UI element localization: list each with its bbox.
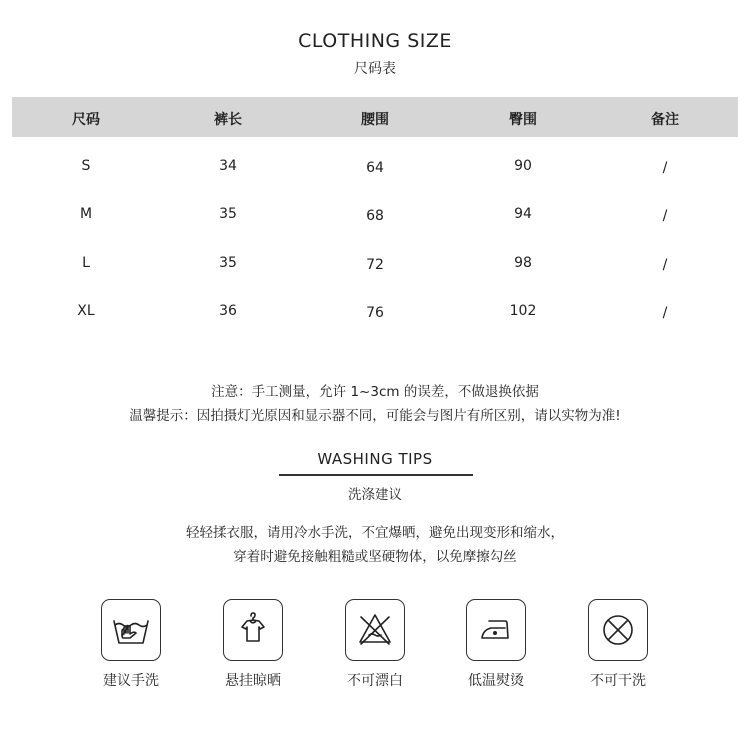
table-row (12, 255, 738, 279)
table-cell: / (662, 160, 668, 176)
washing-tips-subtitle: 洗涤建议 (348, 487, 402, 503)
care-label-no-dry-clean: 不可干洗 (590, 673, 646, 689)
table-cell: 102 (509, 303, 537, 319)
table-cell: / (662, 305, 668, 321)
table-cell: 72 (366, 257, 384, 273)
table-cell: 35 (219, 206, 237, 222)
care-label-hand-wash: 建议手洗 (103, 673, 159, 689)
table-cell: 35 (219, 255, 237, 271)
low-iron-icon (466, 599, 526, 661)
table-cell: XL (77, 303, 95, 319)
hang-dry-icon (223, 599, 283, 661)
table-cell: 68 (366, 208, 384, 224)
table-row (12, 303, 738, 327)
table-cell: 34 (219, 158, 237, 174)
table-cell: 94 (514, 206, 532, 222)
washing-tips-title: WASHING TIPS (317, 450, 433, 468)
table-cell: 90 (514, 158, 532, 174)
washing-tips-divider (279, 474, 473, 476)
hand-wash-icon (101, 599, 161, 661)
no-bleach-icon (345, 599, 405, 661)
column-header-length: 裤长 (214, 112, 242, 128)
display-note: 温馨提示：因拍摄灯光原因和显示器不同，可能会与图片有所区别，请以实物为准! (129, 408, 621, 424)
table-cell: 76 (366, 305, 384, 321)
column-header-hip: 臀围 (509, 112, 537, 128)
column-header-remark: 备注 (651, 112, 679, 128)
column-header-size: 尺码 (72, 112, 100, 128)
size-table-header (12, 97, 738, 137)
table-cell: 98 (514, 255, 532, 271)
table-cell: 64 (366, 160, 384, 176)
washing-instructions-line-2: 穿着时避免接触粗糙或坚硬物体，以免摩擦勾丝 (233, 549, 517, 565)
measurement-note: 注意：手工测量，允许 1~3cm 的误差，不做退换依据 (211, 384, 539, 400)
table-row (12, 158, 738, 182)
table-cell: / (662, 257, 668, 273)
table-row (12, 206, 738, 230)
table-cell: L (82, 255, 90, 271)
table-cell: M (79, 206, 93, 222)
table-cell: 36 (219, 303, 237, 319)
no-dry-clean-icon (588, 599, 648, 661)
table-cell: / (662, 208, 668, 224)
column-header-waist: 腰围 (361, 112, 389, 128)
care-label-hang-dry: 悬挂晾晒 (225, 673, 281, 689)
care-label-low-iron: 低温熨烫 (468, 673, 524, 689)
table-cell: S (81, 158, 91, 174)
washing-instructions-line-1: 轻轻揉衣服，请用冷水手洗，不宜爆晒，避免出现变形和缩水， (186, 525, 564, 541)
care-label-no-bleach: 不可漂白 (347, 673, 403, 689)
page-subtitle: 尺码表 (354, 61, 396, 77)
page-title: CLOTHING SIZE (298, 30, 452, 52)
